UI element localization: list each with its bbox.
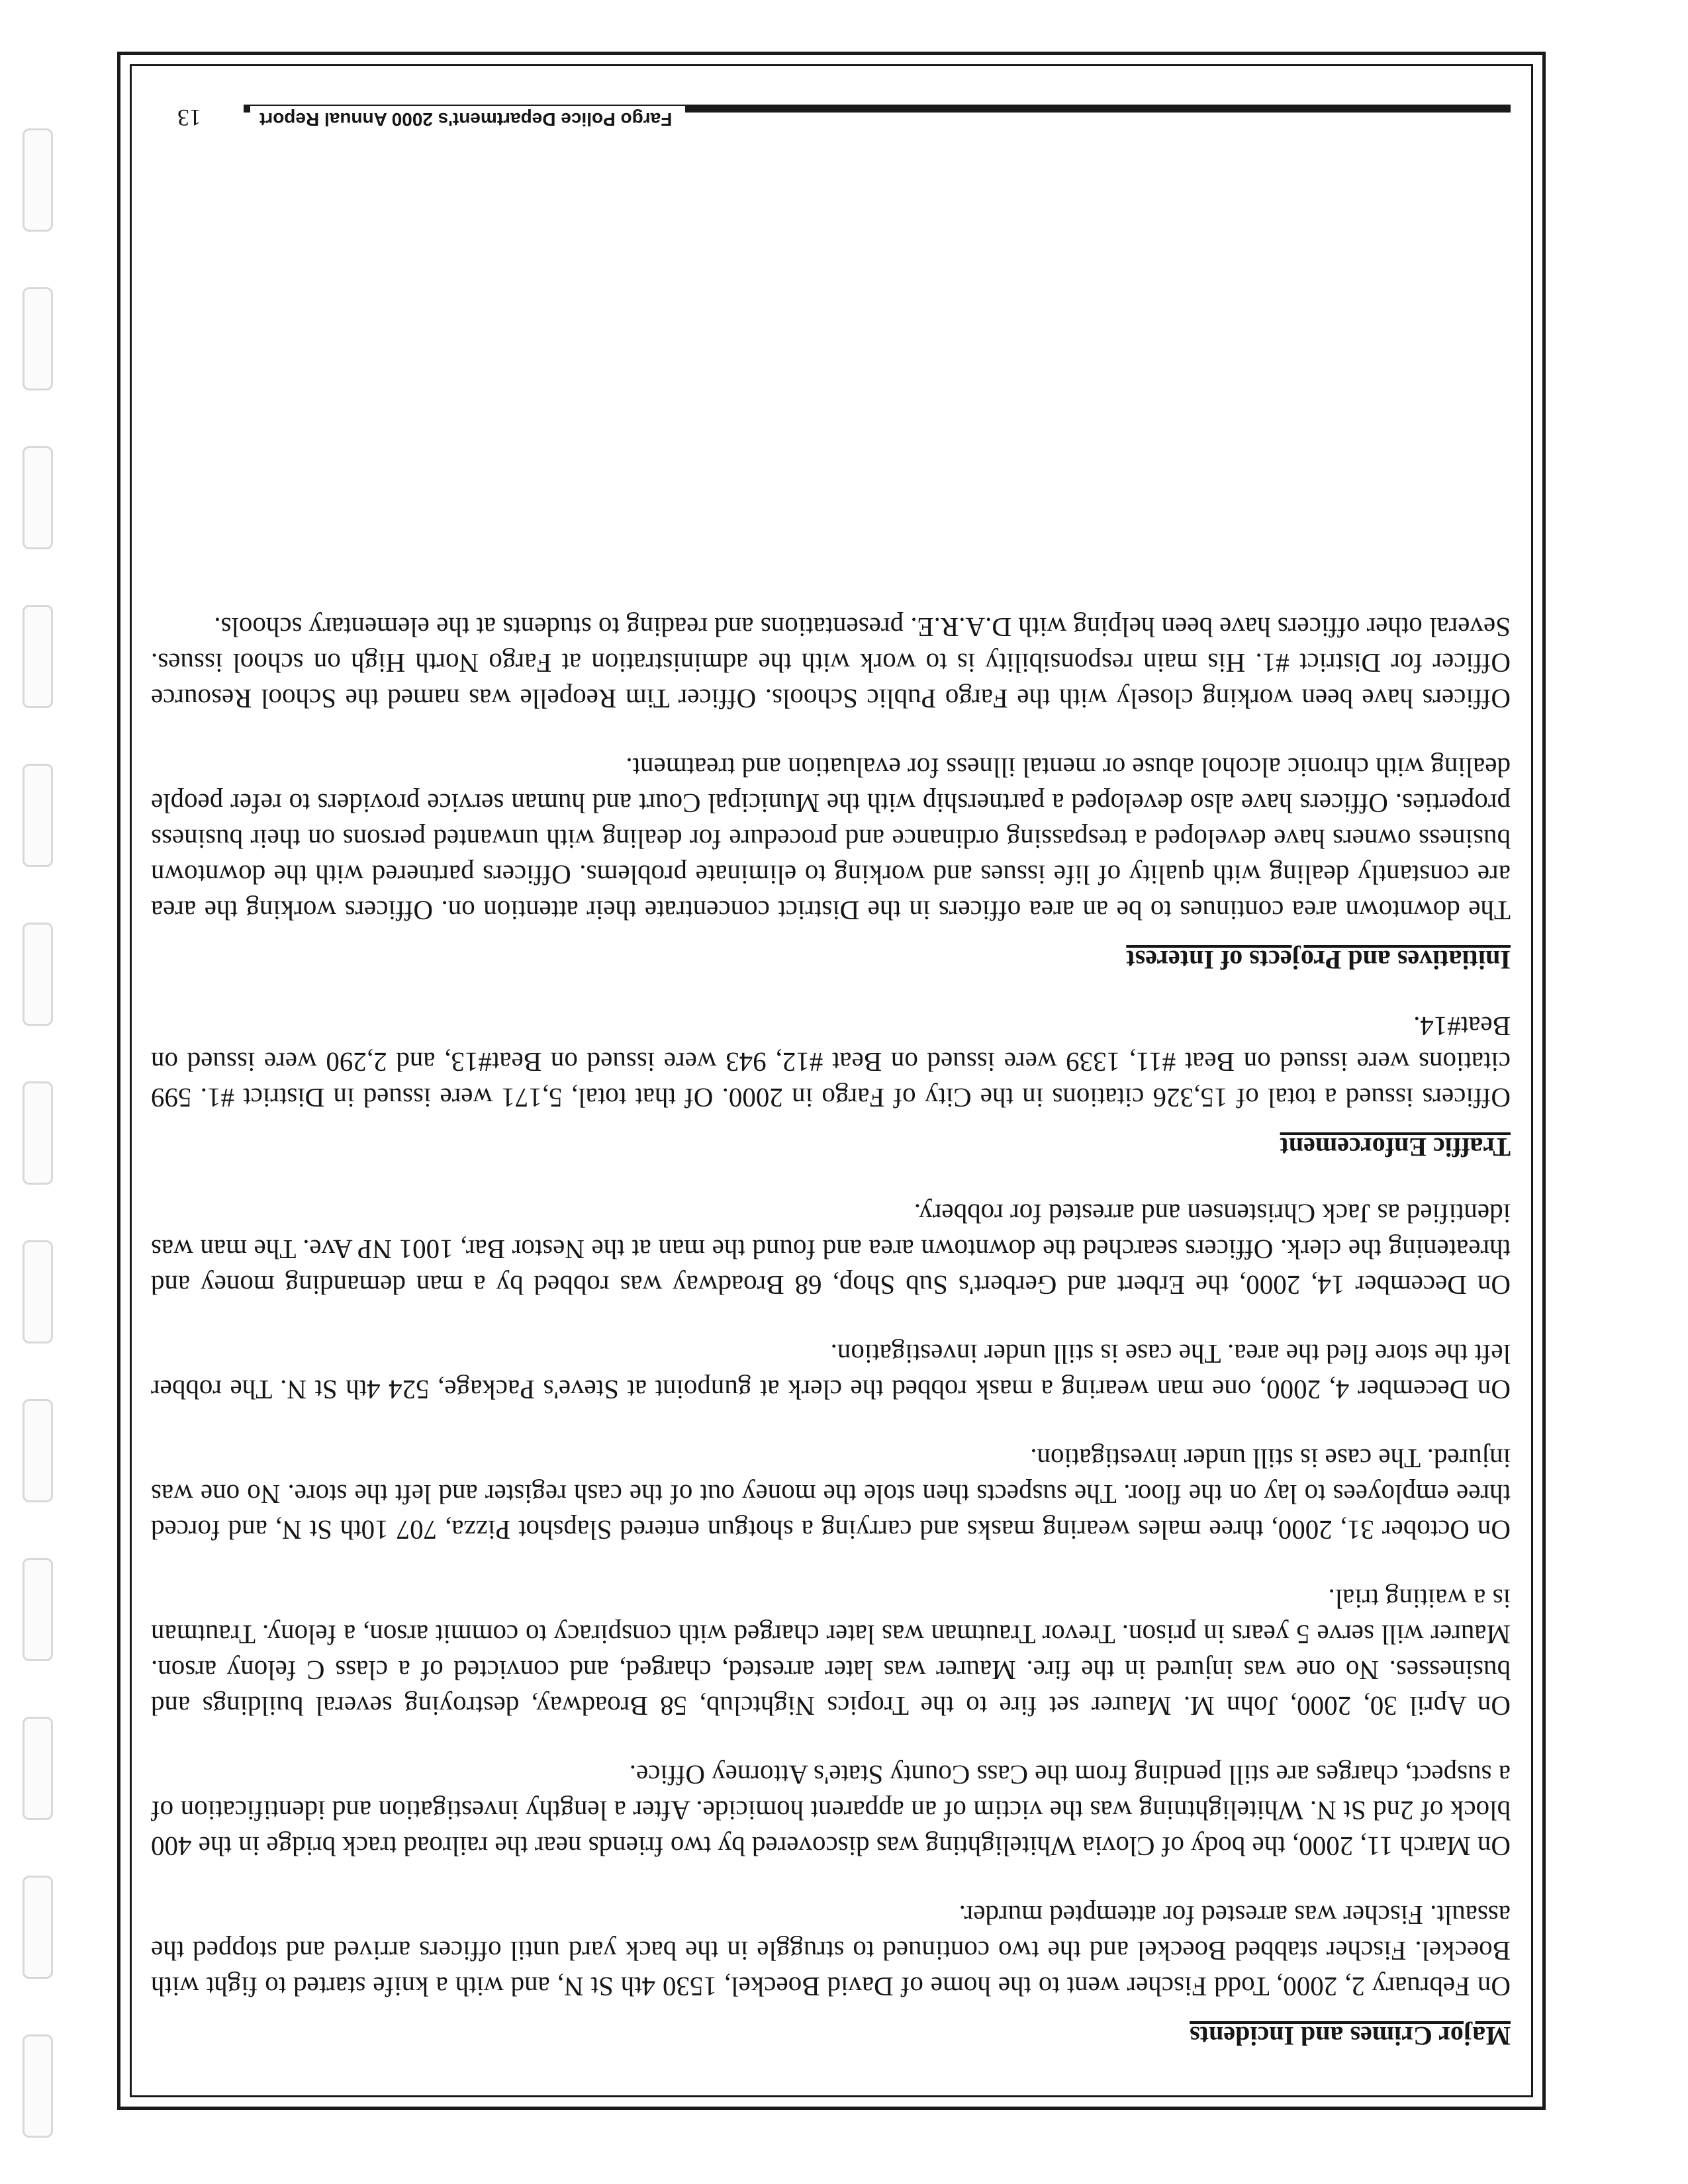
- binder-tab: [23, 1558, 53, 1661]
- page-number: 13: [177, 105, 201, 131]
- binder-tab: [23, 1717, 53, 1820]
- paragraph: On March 11, 2000, the body of Clovia Whitelighting was discovered by two friends near the railroad track bridge in the 400 block of 2nd St N. Whitelightning was the victim of an apparent homicide. After a lengthy investigation and identification of a suspect, charges are still pending from the Cass County State's Attorney Office.: [151, 1760, 1511, 1862]
- page-footer: [151, 93, 1511, 132]
- paragraph: The downtown area continues to be an area officers in the District concentrate their attention on. Officers working the area are constantly dealing with quality of life issues and working to eliminate problems. Officers partnered with the downtown business owners have developed a trespassing ordinance and procedure for dealing with unwanted persons on their business properties. Officers have also developed a partnership with the Municipal Court and human service providers to refer people dealing with chronic alcohol abuse or mental illness for evaluation and treatment.: [151, 752, 1511, 926]
- paragraph: On February 2, 2000, Todd Fischer went to the home of David Boeckel, 1530 4th St N, and with a knife started to fight with Boeckel. Fischer stabbed Boeckel and the two continued to struggle in the back yard until officers arrived and stopped the assault. Fischer was arrested for attempted murder.: [151, 1900, 1511, 2002]
- section-heading: Major Crimes and Incidents: [1190, 2021, 1511, 2051]
- binder-tab: [23, 2034, 53, 2138]
- report-body: [151, 576, 1511, 2052]
- section-initiatives: [151, 610, 1511, 976]
- paragraph: On December 14, 2000, the Erbert and Gerbert's Sub Shop, 68 Broadway was robbed by a man demanding money and threatening the clerk. Officers searched the downtown area and found the man at the Nestor Bar, 1001 NP Ave. The man was identified as Jack Christensen and arrested for robbery.: [151, 1199, 1511, 1300]
- paragraph: On October 31, 2000, three males wearing masks and carrying a shotgun entered Slapshot Pizza, 707 10th St N, and forced three employees to lay on the floor. The suspects then stole the money out of the cash register and left the store. No one was injured. The case is still under investigation.: [151, 1443, 1511, 1545]
- binder-tab: [23, 1081, 53, 1185]
- binder-tab: [23, 764, 53, 867]
- section-traffic-enforcement: [151, 1009, 1511, 1163]
- paragraph: Officers issued a total of 15,326 citations in the City of Fargo in 2000. Of that total, 5,171 were issued in District #1. 599 citations were issued on Beat #11, 1339 were issued on Beat #12, 943 were issued on Beat#13, and 2,290 were issued on Beat#14.: [151, 1011, 1511, 1113]
- binder-tab-strip: [13, 46, 60, 2138]
- section-heading: Traffic Enforcement: [1280, 1132, 1511, 1162]
- binder-tab: [23, 923, 53, 1026]
- paragraph: On December 4, 2000, one man wearing a mask robbed the clerk at gunpoint at Steve's Package, 524 4th St N. The robber left the store fled the area. The case is still under investigation.: [151, 1339, 1511, 1405]
- binder-tab: [23, 287, 53, 390]
- paragraph: Officers have been working closely with the Fargo Public Schools. Officer Tim Reopelle was named the School Resource Officer for District #1. His main responsibility is to work with the administration at Fargo North High on school issues. Several other officers have been helping with D.A.R.E. presentations and reading to students at the elementary schools.: [151, 612, 1511, 714]
- binder-tab: [23, 128, 53, 232]
- paragraph: On April 30, 2000, John M. Maurer set fire to the Tropics Nightclub, 58 Broadway, destroying several buildings and businesses. No one was injured in the fire. Maurer was later arrested, charged, and convicted of a class C felony arson. Maurer will serve 5 years in prison. Trevor Trautman was later charged with conspiracy to commit arson, a felony. Trautman is a waiting trial.: [151, 1584, 1511, 1721]
- section-major-crimes: [151, 1196, 1511, 2052]
- binder-tab: [23, 1240, 53, 1343]
- binder-tab: [23, 1399, 53, 1502]
- binder-tab: [23, 446, 53, 549]
- footer-report-title: Fargo Police Department's 2000 Annual Report: [250, 106, 685, 132]
- binder-tab: [23, 605, 53, 708]
- binder-tab: [23, 1876, 53, 1979]
- section-heading: Initiatives and Projects of Interest: [1126, 945, 1511, 975]
